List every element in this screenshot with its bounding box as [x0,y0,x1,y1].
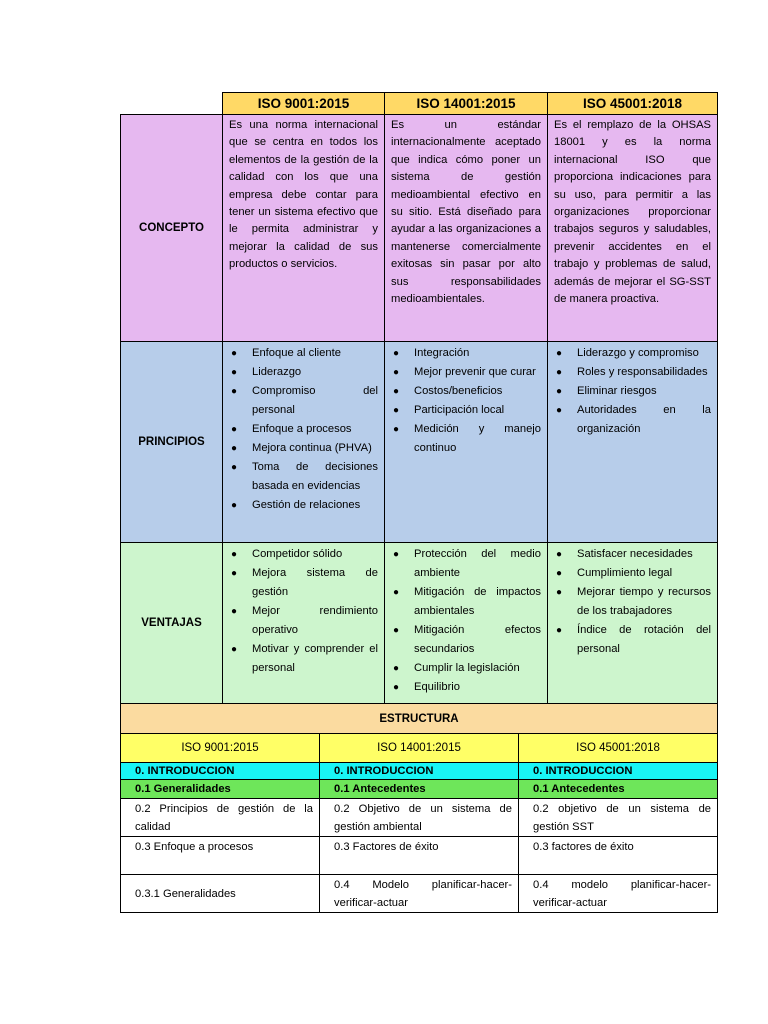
bullet-icon: ● [231,348,238,359]
concepto-iso-9001-text: Es una norma internacional que se centra en todos los elementos de la gestión de la calidad con los que una empresa debe contar para tener un sistema efectivo que le permita administrar y mejorar la calidad de sus productos o servicios. [229,119,378,271]
concepto-iso-14001-cell [385,115,548,342]
list-item [554,583,711,621]
estructura-cell: 0.3.1 Generalidades [121,875,320,913]
list-item [391,401,541,420]
principios-label: PRINCIPIOS [121,342,223,543]
list-item-text: Gestión de relaciones [252,499,361,511]
list-item-text: Participación local [414,404,505,416]
concepto-label: CONCEPTO [121,115,223,342]
list-item [229,439,378,458]
list-item-text: Motivar y comprender el personal [252,643,378,674]
estructura-title: ESTRUCTURA [121,704,718,734]
bullet-icon: ● [556,367,563,378]
bullet-icon: ● [393,424,400,435]
bullet-icon: ● [556,405,563,416]
list-item-text: Costos/beneficios [414,385,503,397]
list-item [229,496,378,515]
list-item-text: Liderazgo y compromiso [577,347,699,359]
bullet-icon: ● [556,568,563,579]
estructura-cell: 0.1 Antecedentes [519,780,718,799]
estructura-row-0-2 [121,799,718,837]
principios-row [121,342,718,543]
bullet-icon: ● [393,682,400,693]
estructura-cell: 0.4 Modelo planificar-hacer-verificar-actuar [320,875,519,913]
list-item [554,621,711,659]
list-item-text: Mitigación efectos secundarios [414,624,541,655]
list-item-text: Mejora sistema de gestión [252,567,378,598]
list-item [391,621,541,659]
estructura-row-0-3 [121,837,718,875]
estructura-title-row [121,704,718,734]
ventajas-row [121,543,718,704]
list-item [229,344,378,363]
list-item-text: Mitigación de impactos ambientales [414,586,541,617]
list-item [554,401,711,439]
bullet-icon: ● [231,443,238,454]
list-item-text: Eliminar riesgos [577,385,657,397]
ventajas-iso-9001-cell [223,543,385,704]
list-item [229,458,378,496]
bullet-icon: ● [393,663,400,674]
list-item [391,545,541,583]
list-item [391,583,541,621]
list-item-text: Autoridades en la organización [577,404,711,435]
bullet-icon: ● [393,625,400,636]
bullet-icon: ● [556,625,563,636]
list-item-text: Protección del medio ambiente [414,548,541,579]
list-item-text: Enfoque a procesos [252,423,352,435]
list-item-text: Mejora continua (PHVA) [252,442,372,454]
estructura-cell: 0.3 Factores de éxito [320,837,519,875]
bullet-icon: ● [556,587,563,598]
estructura-cell: 0. INTRODUCCION [121,763,320,780]
list-item [554,363,711,382]
list-item [229,382,378,420]
list-item [391,382,541,401]
bullet-icon: ● [393,549,400,560]
concepto-iso-14001-text: Es un estándar internacionalmente aceptado que indica cómo poner un sistema de gestión medioambiental efectivo en su sitio. Está diseñado para ayudar a las organizaciones a mantenerse comercialmente exitosas sin pasar por alto sus responsabilidades medioambientales. [391,119,541,306]
list-item [391,659,541,678]
ventajas-iso-14001-list [385,543,547,697]
list-item [554,382,711,401]
list-item [229,363,378,382]
list-item-text: Equilibrio [414,681,461,693]
list-item-text: Integración [414,347,470,359]
bullet-icon: ● [556,386,563,397]
bullet-icon: ● [231,500,238,511]
list-item [554,564,711,583]
header-iso-14001: ISO 14001:2015 [385,93,548,115]
ventajas-iso-14001-cell [385,543,548,704]
header-iso-45001: ISO 45001:2018 [548,93,718,115]
estructura-cell: 0.1 Antecedentes [320,780,519,799]
bullet-icon: ● [556,549,563,560]
list-item [391,344,541,363]
bullet-icon: ● [393,367,400,378]
list-item-text: Compromiso del personal [252,385,378,416]
list-item-text: Mejor prevenir que curar [414,366,536,378]
estructura-cell: 0.2 objetivo de un sistema de gestión SST [519,799,718,837]
ventajas-iso-9001-list [223,543,384,678]
estructura-header-row [121,734,718,763]
concepto-iso-45001-text: Es el remplazo de la OHSAS 18001 y es la norma internacional ISO que proporciona indicaciones para su uso, para permitir a las organizaciones proporcionar trabajos seguros y saludables, prevenir accidentes en el trabajo y problemas de salud, además de mejorar el SG-SST de manera proactiva. [554,119,711,306]
ventajas-iso-45001-cell [548,543,718,704]
estructura-header-iso-45001: ISO 45001:2018 [519,734,718,763]
list-item [229,420,378,439]
list-item [229,545,378,564]
list-item-text: Mejorar tiempo y recursos de los trabajadores [577,586,711,617]
bullet-icon: ● [231,386,238,397]
estructura-table [120,703,718,913]
bullet-icon: ● [231,367,238,378]
list-item-text: Roles y responsabilidades [577,366,708,378]
bullet-icon: ● [231,462,238,473]
header-iso-9001: ISO 9001:2015 [223,93,385,115]
principios-iso-45001-list [548,342,717,439]
estructura-cell: 0.2 Objetivo de un sistema de gestión ambiental [320,799,519,837]
list-item-text: Enfoque al cliente [252,347,341,359]
list-item [391,678,541,697]
list-item-text: Mejor rendimiento operativo [252,605,378,636]
estructura-cell: 0. INTRODUCCION [519,763,718,780]
bullet-icon: ● [231,549,238,560]
list-item [391,420,541,458]
concepto-row [121,115,718,342]
bullet-icon: ● [231,644,238,655]
principios-iso-45001-cell [548,342,718,543]
estructura-row-introduccion [121,763,718,780]
header-row [121,93,718,115]
estructura-header-iso-14001: ISO 14001:2015 [320,734,519,763]
principios-iso-14001-cell [385,342,548,543]
estructura-cell: 0.3 factores de éxito [519,837,718,875]
ventajas-label: VENTAJAS [121,543,223,704]
estructura-cell: 0. INTRODUCCION [320,763,519,780]
principios-iso-9001-cell [223,342,385,543]
estructura-cell: 0.2 Principios de gestión de la calidad [121,799,320,837]
bullet-icon: ● [393,587,400,598]
principios-iso-9001-list [223,342,384,515]
bullet-icon: ● [231,424,238,435]
estructura-header-iso-9001: ISO 9001:2015 [121,734,320,763]
estructura-row-0-1 [121,780,718,799]
list-item [554,344,711,363]
estructura-row-0-4 [121,875,718,913]
bullet-icon: ● [556,348,563,359]
bullet-icon: ● [393,405,400,416]
list-item [554,545,711,564]
list-item [229,602,378,640]
list-item [391,363,541,382]
list-item-text: Medición y manejo continuo [414,423,541,454]
estructura-cell: 0.4 modelo planificar-hacer-verificar-actuar [519,875,718,913]
list-item-text: Toma de decisiones basada en evidencias [252,461,378,492]
estructura-cell: 0.1 Generalidades [121,780,320,799]
list-item-text: Competidor sólido [252,548,343,560]
header-empty-cell [121,93,223,115]
list-item-text: Cumplir la legislación [414,662,520,674]
list-item [229,640,378,678]
list-item-text: Satisfacer necesidades [577,548,693,560]
list-item [229,564,378,602]
estructura-cell: 0.3 Enfoque a procesos [121,837,320,875]
bullet-icon: ● [231,568,238,579]
list-item-text: Cumplimiento legal [577,567,673,579]
principios-iso-14001-list [385,342,547,458]
list-item-text: Liderazgo [252,366,302,378]
bullet-icon: ● [393,348,400,359]
bullet-icon: ● [231,606,238,617]
concepto-iso-9001-cell [223,115,385,342]
concepto-iso-45001-cell [548,115,718,342]
bullet-icon: ● [393,386,400,397]
ventajas-iso-45001-list [548,543,717,659]
list-item-text: Índice de rotación del personal [577,624,711,655]
comparison-table [120,92,718,704]
